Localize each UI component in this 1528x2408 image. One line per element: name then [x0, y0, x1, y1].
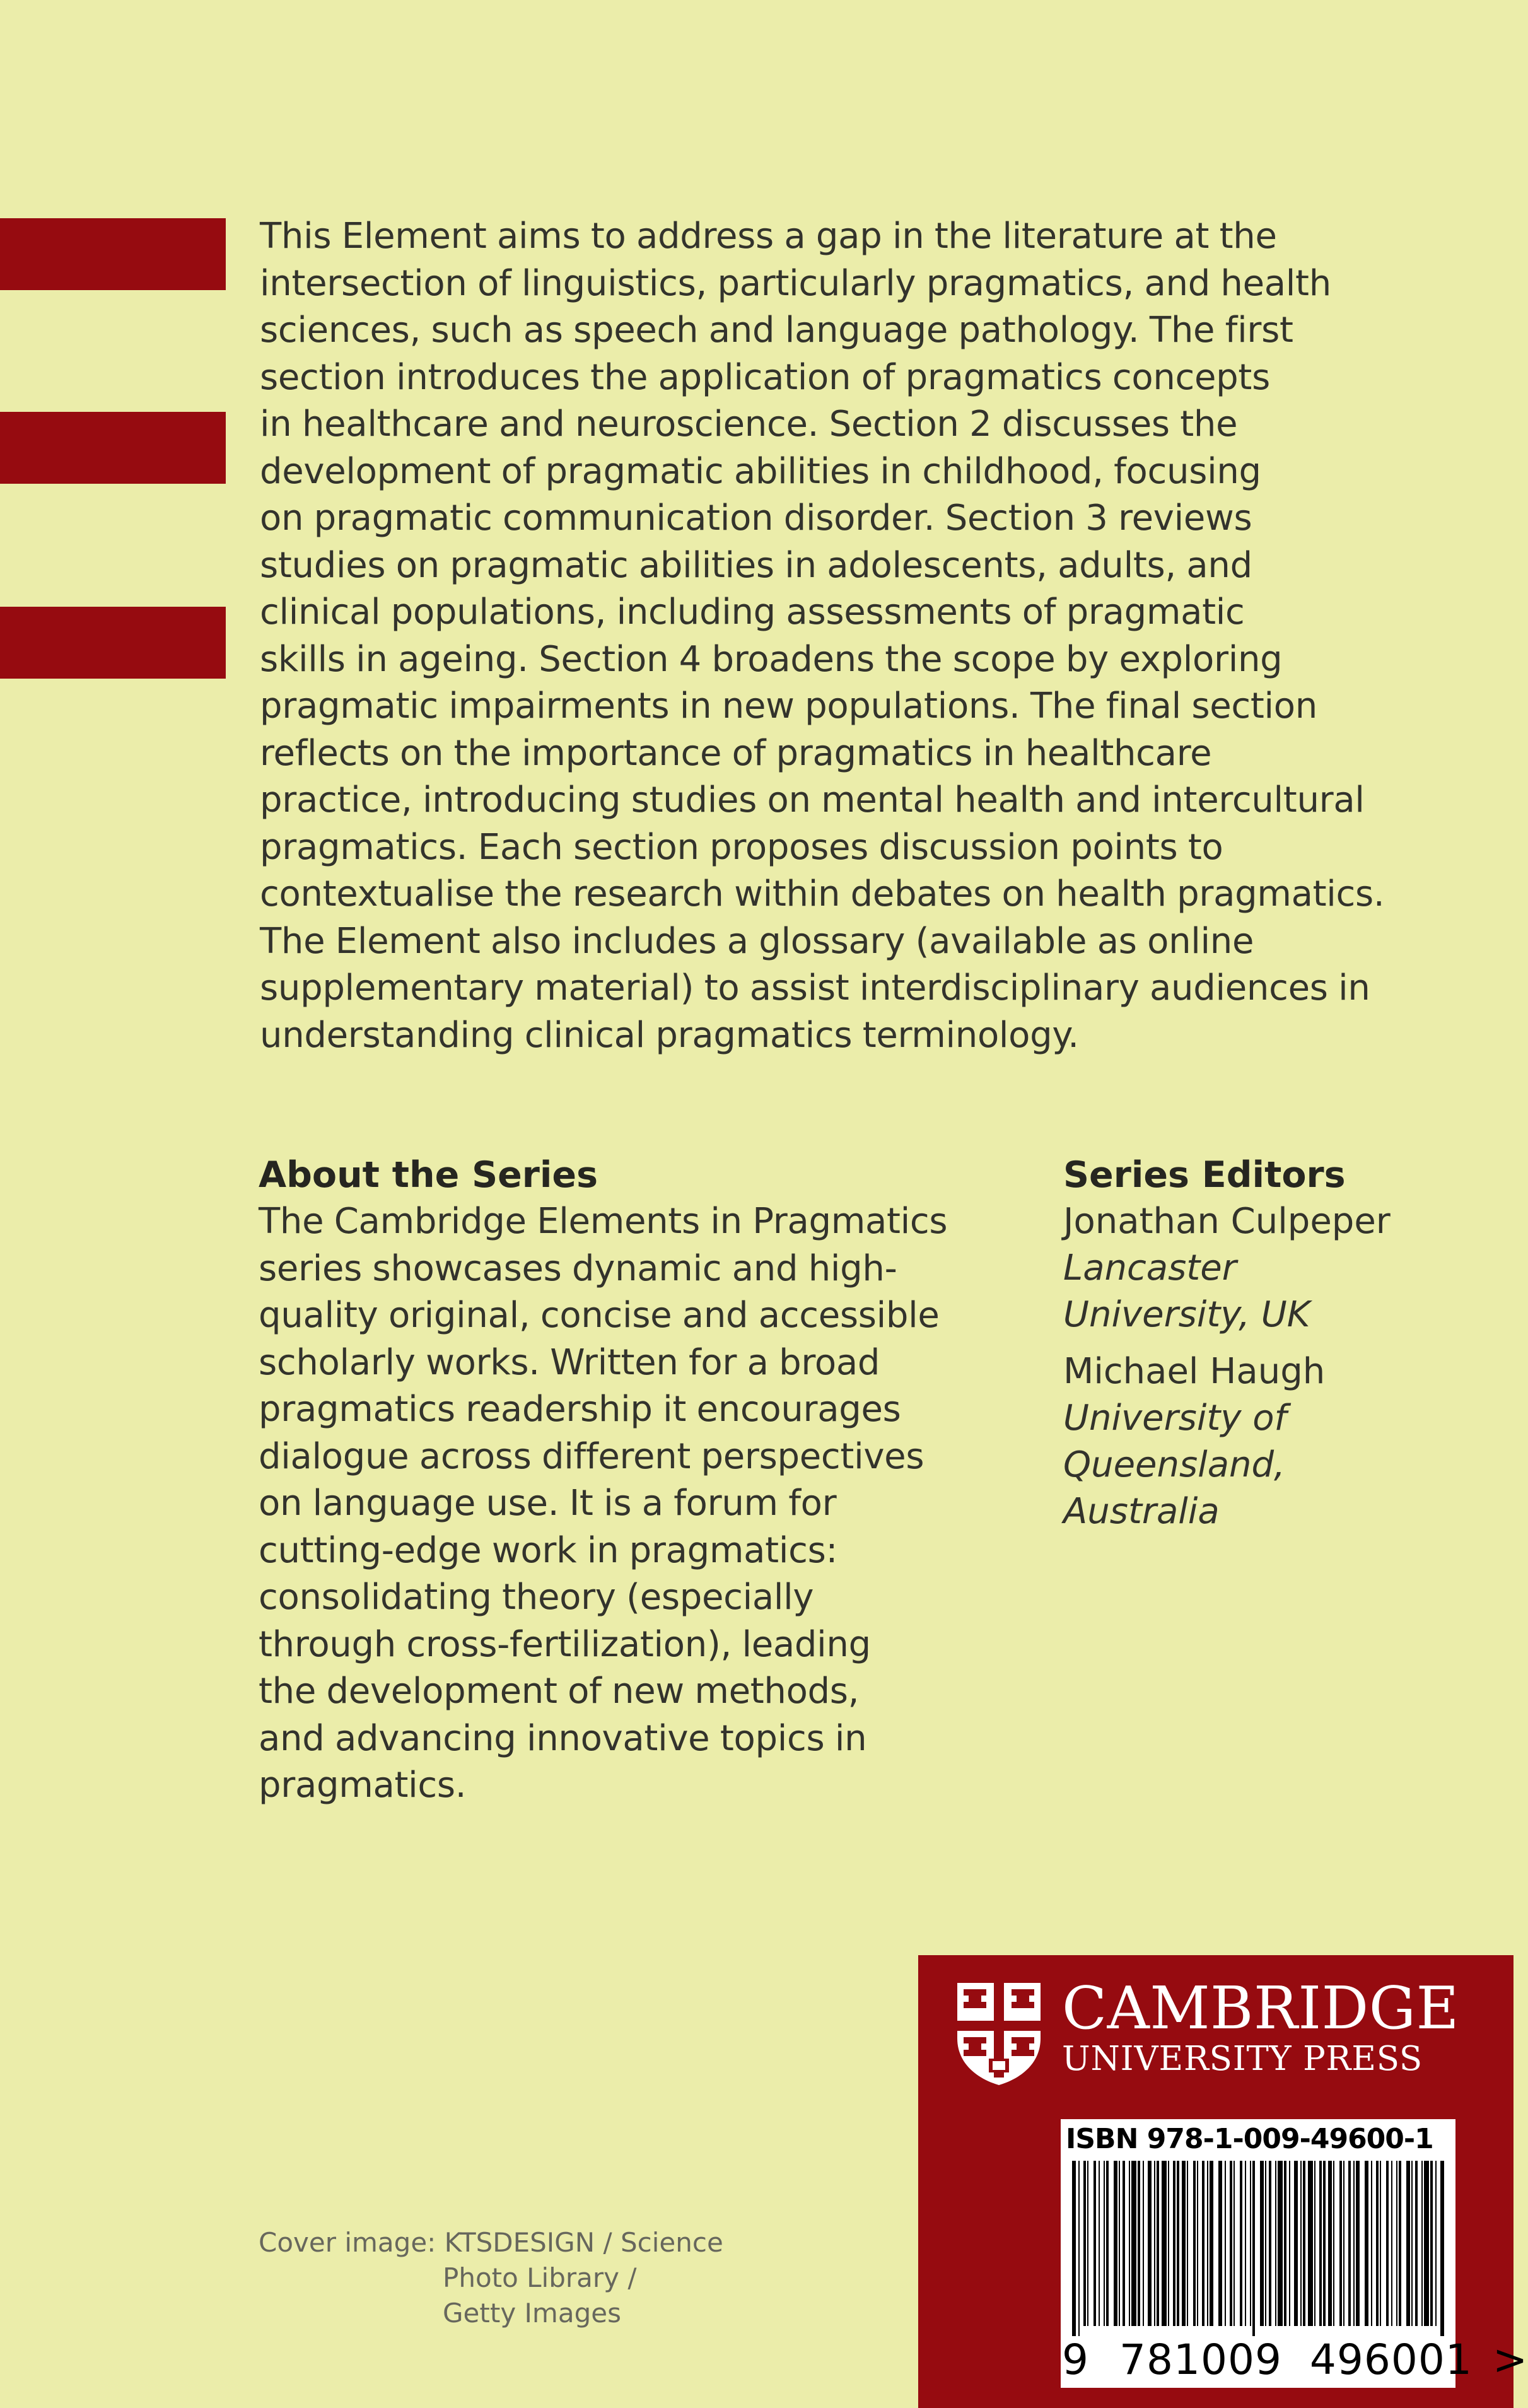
description-line: The Element also includes a glossary (available as online	[260, 920, 1254, 962]
barcode-stripe	[1323, 2161, 1326, 2326]
barcode-stripe	[1233, 2161, 1235, 2326]
barcode-stripe	[1182, 2161, 1186, 2326]
barcode-stripe	[1173, 2161, 1175, 2326]
barcode-digit-group2: 496001	[1309, 2335, 1473, 2384]
barcode-stripe	[1168, 2161, 1169, 2326]
isbn-label: ISBN 978-1-009-49600-1	[1066, 2123, 1433, 2155]
barcode-stripe	[1380, 2161, 1381, 2326]
barcode-stripe	[1333, 2161, 1334, 2326]
barcode-stripe	[1072, 2161, 1076, 2336]
barcode-stripe	[1319, 2161, 1322, 2326]
about-line: dialogue across different perspectives	[259, 1435, 924, 1477]
barcode-stripe	[1157, 2161, 1159, 2326]
affiliation-line: Queensland,	[1063, 1444, 1285, 1485]
about-line: The Cambridge Elements in Pragmatics	[259, 1201, 948, 1242]
barcode-stripe	[1106, 2161, 1109, 2326]
barcode-stripe	[1440, 2161, 1444, 2336]
barcode-stripe	[1207, 2161, 1208, 2326]
affiliation-line: University, UK	[1063, 1294, 1310, 1335]
editor-affiliation	[1063, 1245, 1492, 1338]
barcode-stripe	[1094, 2161, 1096, 2326]
isbn-barcode	[1061, 2119, 1528, 2388]
credit-line: Getty Images	[443, 2298, 621, 2329]
decorative-bar-middle	[0, 412, 226, 484]
editor-entry	[1063, 1198, 1492, 1338]
about-series-text	[259, 1198, 1015, 1809]
about-line: cutting-edge work in pragmatics:	[259, 1529, 838, 1571]
barcode-stripe	[1148, 2161, 1152, 2326]
barcode-stripe	[1087, 2161, 1088, 2326]
barcode-stripe	[1343, 2161, 1344, 2326]
barcode-stripe	[1328, 2161, 1332, 2326]
description-line: intersection of linguistics, particularly pragmatics, and health	[260, 262, 1331, 304]
publisher-panel	[918, 1955, 1528, 2408]
description-line: reflects on the importance of pragmatics in healthcare	[260, 732, 1212, 774]
barcode-stripe	[1123, 2161, 1125, 2326]
barcode-stripe	[1386, 2161, 1389, 2326]
barcode-stripe	[1294, 2161, 1298, 2326]
credit-line: Photo Library /	[443, 2262, 637, 2293]
barcode-arrow: >	[1492, 2335, 1528, 2384]
barcode-stripe	[1114, 2161, 1117, 2326]
about-line: pragmatics.	[259, 1765, 467, 1806]
barcode-stripe	[1339, 2161, 1342, 2326]
barcode-stripe	[1371, 2161, 1372, 2326]
barcode-stripe	[1119, 2161, 1120, 2326]
editor-affiliation	[1063, 1395, 1492, 1535]
barcode-stripe	[1391, 2161, 1392, 2326]
barcode-stripe	[1138, 2161, 1140, 2326]
barcode-stripe	[1289, 2161, 1290, 2326]
about-line: through cross-fertilization), leading	[259, 1623, 871, 1665]
publisher-name-line2: UNIVERSITY PRESS	[1062, 2040, 1423, 2078]
description-line: skills in ageing. Section 4 broadens the scope by exploring	[260, 638, 1283, 680]
about-line: quality original, concise and accessible	[259, 1295, 940, 1336]
barcode-stripe	[1129, 2161, 1130, 2326]
barcode-stripe	[1245, 2161, 1246, 2326]
barcode-stripe	[1154, 2161, 1155, 2326]
editor-name: Michael Haugh	[1063, 1351, 1326, 1392]
university-shield-icon	[955, 1980, 1043, 2086]
barcode-stripe	[1177, 2161, 1179, 2326]
barcode-stripe	[1187, 2161, 1188, 2326]
barcode-stripe	[1250, 2161, 1251, 2326]
book-description	[260, 213, 1458, 1059]
barcode-stripe	[1197, 2161, 1198, 2326]
about-line: and advancing innovative topics in	[259, 1717, 867, 1759]
barcode-stripe	[1260, 2161, 1264, 2326]
barcode-stripe	[1415, 2161, 1418, 2326]
editor-entry	[1063, 1348, 1492, 1535]
barcode-stripe	[1083, 2161, 1086, 2326]
about-line: scholarly works. Written for a broad	[259, 1341, 880, 1383]
barcode-stripe	[1078, 2161, 1080, 2336]
description-line: clinical populations, including assessments of pragmatic	[260, 592, 1245, 633]
cover-image-credit	[259, 2225, 723, 2331]
barcode-stripe	[1353, 2161, 1355, 2326]
barcode-stripe	[1399, 2161, 1401, 2326]
about-line: consolidating theory (especially	[259, 1577, 814, 1618]
about-line: series showcases dynamic and high-	[259, 1248, 897, 1289]
barcode-stripe	[1365, 2161, 1368, 2326]
barcode-stripe	[1278, 2161, 1283, 2326]
series-editors-section	[1063, 1152, 1492, 1535]
barcode-stripe	[1406, 2161, 1410, 2326]
barcode-stripe	[1430, 2161, 1433, 2326]
barcode-stripe	[1210, 2161, 1213, 2326]
description-line: development of pragmatic abilities in childhood, focusing	[260, 450, 1261, 492]
barcode-stripe	[1099, 2161, 1100, 2326]
barcode-stripe	[1162, 2161, 1167, 2326]
barcode-stripe	[1303, 2161, 1305, 2326]
barcode-stripe	[1202, 2161, 1204, 2326]
barcode-stripe	[1396, 2161, 1397, 2326]
barcode-digit-group1: 781009	[1119, 2335, 1282, 2384]
description-line: section introduces the application of pragmatics concepts	[260, 356, 1270, 398]
description-line: This Element aims to address a gap in the literature at the	[260, 216, 1277, 257]
barcode-digits	[1061, 2335, 1528, 2384]
publisher-name	[1062, 1974, 1459, 2079]
affiliation-line: Lancaster	[1063, 1248, 1237, 1289]
barcode-stripe	[1252, 2161, 1255, 2336]
description-line: studies on pragmatic abilities in adolescents, adults, and	[260, 544, 1252, 586]
barcode-stripe	[1314, 2161, 1315, 2326]
barcode-stripe	[1143, 2161, 1144, 2326]
barcode-stripe	[1240, 2161, 1242, 2326]
about-series-heading: About the Series	[259, 1154, 598, 1196]
barcode-stripe	[1435, 2161, 1437, 2326]
credit-line: Cover image: KTSDESIGN / Science	[259, 2227, 723, 2258]
barcode-stripe	[1348, 2161, 1351, 2326]
barcode-stripe	[1225, 2161, 1226, 2326]
barcode-stripe	[1230, 2161, 1232, 2326]
description-line: in healthcare and neuroscience. Section 2 discusses the	[260, 404, 1238, 445]
description-line: sciences, such as speech and language pathology. The first	[260, 310, 1293, 351]
barcode-stripe	[1218, 2161, 1222, 2326]
about-line: on language use. It is a forum for	[259, 1483, 837, 1524]
barcode-stripe	[1193, 2161, 1196, 2326]
decorative-bar-bottom	[0, 607, 226, 679]
about-series-section	[259, 1152, 1015, 1809]
about-line: the development of new methods,	[259, 1671, 860, 1712]
description-line: supplementary material) to assist interdisciplinary audiences in	[260, 967, 1370, 1008]
barcode-stripe	[1421, 2161, 1423, 2326]
editor-name: Jonathan Culpeper	[1063, 1201, 1391, 1242]
description-line: contextualise the research within debates on health pragmatics.	[260, 874, 1385, 915]
decorative-bar-top	[0, 218, 226, 290]
description-line: on pragmatic communication disorder. Section 3 reviews	[260, 498, 1252, 539]
barcode-digit-first: 9	[1062, 2335, 1089, 2384]
affiliation-line: Australia	[1063, 1491, 1220, 1532]
barcode-stripe	[1104, 2161, 1105, 2326]
barcode-stripe	[1265, 2161, 1266, 2326]
series-editors-heading: Series Editors	[1063, 1154, 1346, 1196]
description-line: pragmatics. Each section proposes discussion points to	[260, 826, 1223, 868]
barcode-stripe	[1356, 2161, 1360, 2326]
barcode-stripe	[1131, 2161, 1136, 2326]
description-line: pragmatic impairments in new populations. The final section	[260, 686, 1317, 727]
barcode-bars	[1067, 2161, 1449, 2336]
barcode-stripe	[1424, 2161, 1429, 2326]
barcode-stripe	[1275, 2161, 1276, 2326]
description-line: practice, introducing studies on mental health and intercultural	[260, 780, 1365, 821]
description-line: understanding clinical pragmatics terminology.	[260, 1014, 1079, 1056]
barcode-stripe	[1411, 2161, 1413, 2326]
barcode-stripe	[1308, 2161, 1313, 2326]
barcode-stripe	[1376, 2161, 1379, 2326]
barcode-stripe	[1300, 2161, 1302, 2326]
about-line: pragmatics readership it encourages	[259, 1389, 901, 1430]
barcode-stripe	[1269, 2161, 1271, 2326]
barcode-stripe	[1284, 2161, 1286, 2326]
affiliation-line: University of	[1063, 1398, 1287, 1439]
publisher-name-line1: CAMBRIDGE	[1062, 1974, 1459, 2042]
